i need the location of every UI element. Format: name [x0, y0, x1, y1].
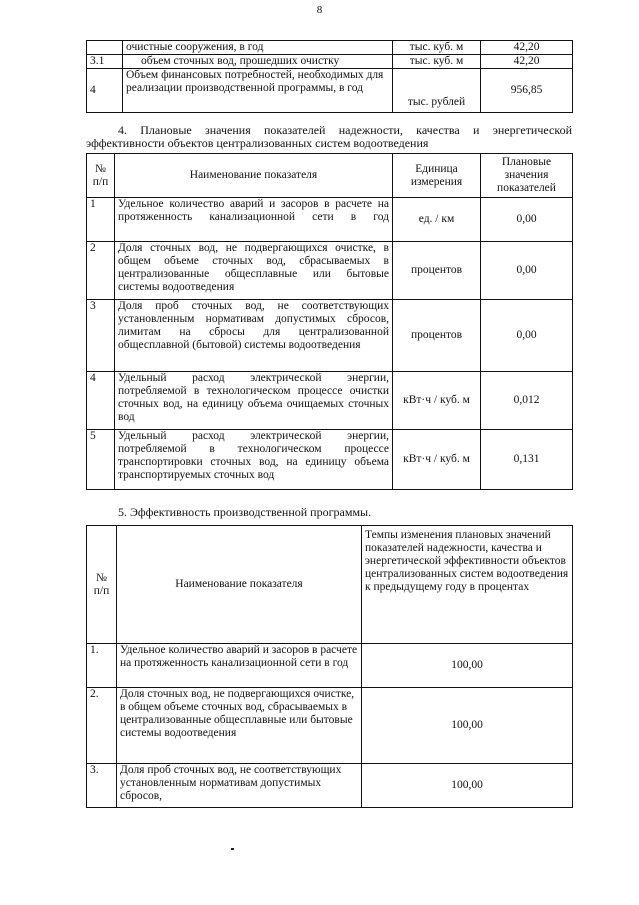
table-row [87, 242, 573, 300]
table-row [87, 69, 573, 113]
table-row [87, 644, 573, 688]
value-cell: 100,00 [362, 688, 573, 764]
row-number: 3 [87, 300, 115, 372]
row-number [87, 41, 123, 55]
header-unit: Единица измерения [393, 154, 481, 198]
table-row [87, 55, 573, 69]
header-number: № п/п [87, 154, 115, 198]
row-number: 5 [87, 430, 115, 490]
value-cell: 100,00 [362, 644, 573, 688]
header-indicator-name: Наименование показателя [115, 154, 393, 198]
value-cell: 0,00 [481, 242, 573, 300]
header-change-rate: Темпы изменения плановых значений показателей надежности, качества и энергетической эффективности объектов централизованных систем водоотведения к предыдущему году в процентах [362, 526, 573, 644]
planned-indicators-table [86, 153, 573, 490]
value-cell: 956,85 [481, 69, 573, 113]
value-cell: 0,012 [481, 372, 573, 430]
unit-cell: ед. / км [393, 198, 481, 242]
indicator-name: Удельное количество аварий и засоров в расчете на протяженность канализационной сети в год [117, 644, 362, 688]
indicator-name: Доля сточных вод, не подвергающихся очистке, в общем объеме сточных вод, сбрасываемых в централизованные общесплавные или бытовые системы водоотведения [117, 688, 362, 764]
row-number: 3.1 [87, 55, 123, 69]
program-efficiency-table [86, 525, 573, 808]
row-number: 4 [87, 69, 123, 113]
table-row [87, 41, 573, 55]
table-row [87, 198, 573, 242]
indicator-name: Доля проб сточных вод, не соответствующих установленным нормативам допустимых сбросов, [117, 764, 362, 808]
value-cell: 0,00 [481, 198, 573, 242]
scan-mark [231, 848, 234, 850]
unit-cell: тыс. рублей [393, 69, 481, 113]
header-row [87, 526, 573, 644]
indicator-name: очистные сооружения, в год [123, 41, 393, 55]
table-row [87, 372, 573, 430]
row-number: 4 [87, 372, 115, 430]
header-planned-value: Плановые значения показателей [481, 154, 573, 198]
row-number: 2 [87, 242, 115, 300]
unit-cell: кВт·ч / куб. м [393, 372, 481, 430]
production-program-table-continued [86, 40, 573, 113]
indicator-name: объем сточных вод, прошедших очистку [123, 55, 393, 69]
row-number: 1 [87, 198, 115, 242]
unit-cell: тыс. куб. м [393, 55, 481, 69]
section-5-heading: 5. Эффективность производственной программы. [118, 505, 372, 519]
table-row [87, 688, 573, 764]
value-cell: 0,00 [481, 300, 573, 372]
indicator-name: Удельный расход электрической энергии, потребляемой в технологическом процессе транспортировки сточных вод, на единицу объема транспортируемых сточных вод [115, 430, 393, 490]
table-row [87, 300, 573, 372]
value-cell: 42,20 [481, 41, 573, 55]
header-number: № п/п [87, 526, 117, 644]
row-number: 3. [87, 764, 117, 808]
row-number: 1. [87, 644, 117, 688]
indicator-name: Удельное количество аварий и засоров в расчете на протяженность канализационной сети в год [115, 198, 393, 242]
header-indicator-name: Наименование показателя [117, 526, 362, 644]
section-4-heading-line-2: эффективности объектов централизованных систем водоотведения [86, 136, 429, 150]
unit-cell: процентов [393, 242, 481, 300]
header-row [87, 154, 573, 198]
value-cell: 100,00 [362, 764, 573, 808]
indicator-name: Удельный расход электрической энергии, потребляемой в технологическом процессе очистки сточных вод, на единицу объема очищаемых сточных вод [115, 372, 393, 430]
section-4-heading-line-1: 4. Плановые значения показателей надежности, качества и энергетической [118, 123, 572, 137]
table-row [87, 764, 573, 808]
table-row [87, 430, 573, 490]
unit-cell: кВт·ч / куб. м [393, 430, 481, 490]
value-cell: 0,131 [481, 430, 573, 490]
unit-cell: тыс. куб. м [393, 41, 481, 55]
indicator-name: Объем финансовых потребностей, необходимых для реализации производственной программы, в год [123, 69, 393, 113]
indicator-name: Доля проб сточных вод, не соответствующих установленным нормативам допустимых сбросов, лимитам на сбросы для централизованной общесплавной (бытовой) системы водоотведения [115, 300, 393, 372]
indicator-name: Доля сточных вод, не подвергающихся очистке, в общем объеме сточных вод, сбрасываемых в централизованные общесплавные или бытовые системы водоотведения [115, 242, 393, 300]
page-number: 8 [316, 4, 323, 16]
unit-cell: процентов [393, 300, 481, 372]
value-cell: 42,20 [481, 55, 573, 69]
row-number: 2. [87, 688, 117, 764]
